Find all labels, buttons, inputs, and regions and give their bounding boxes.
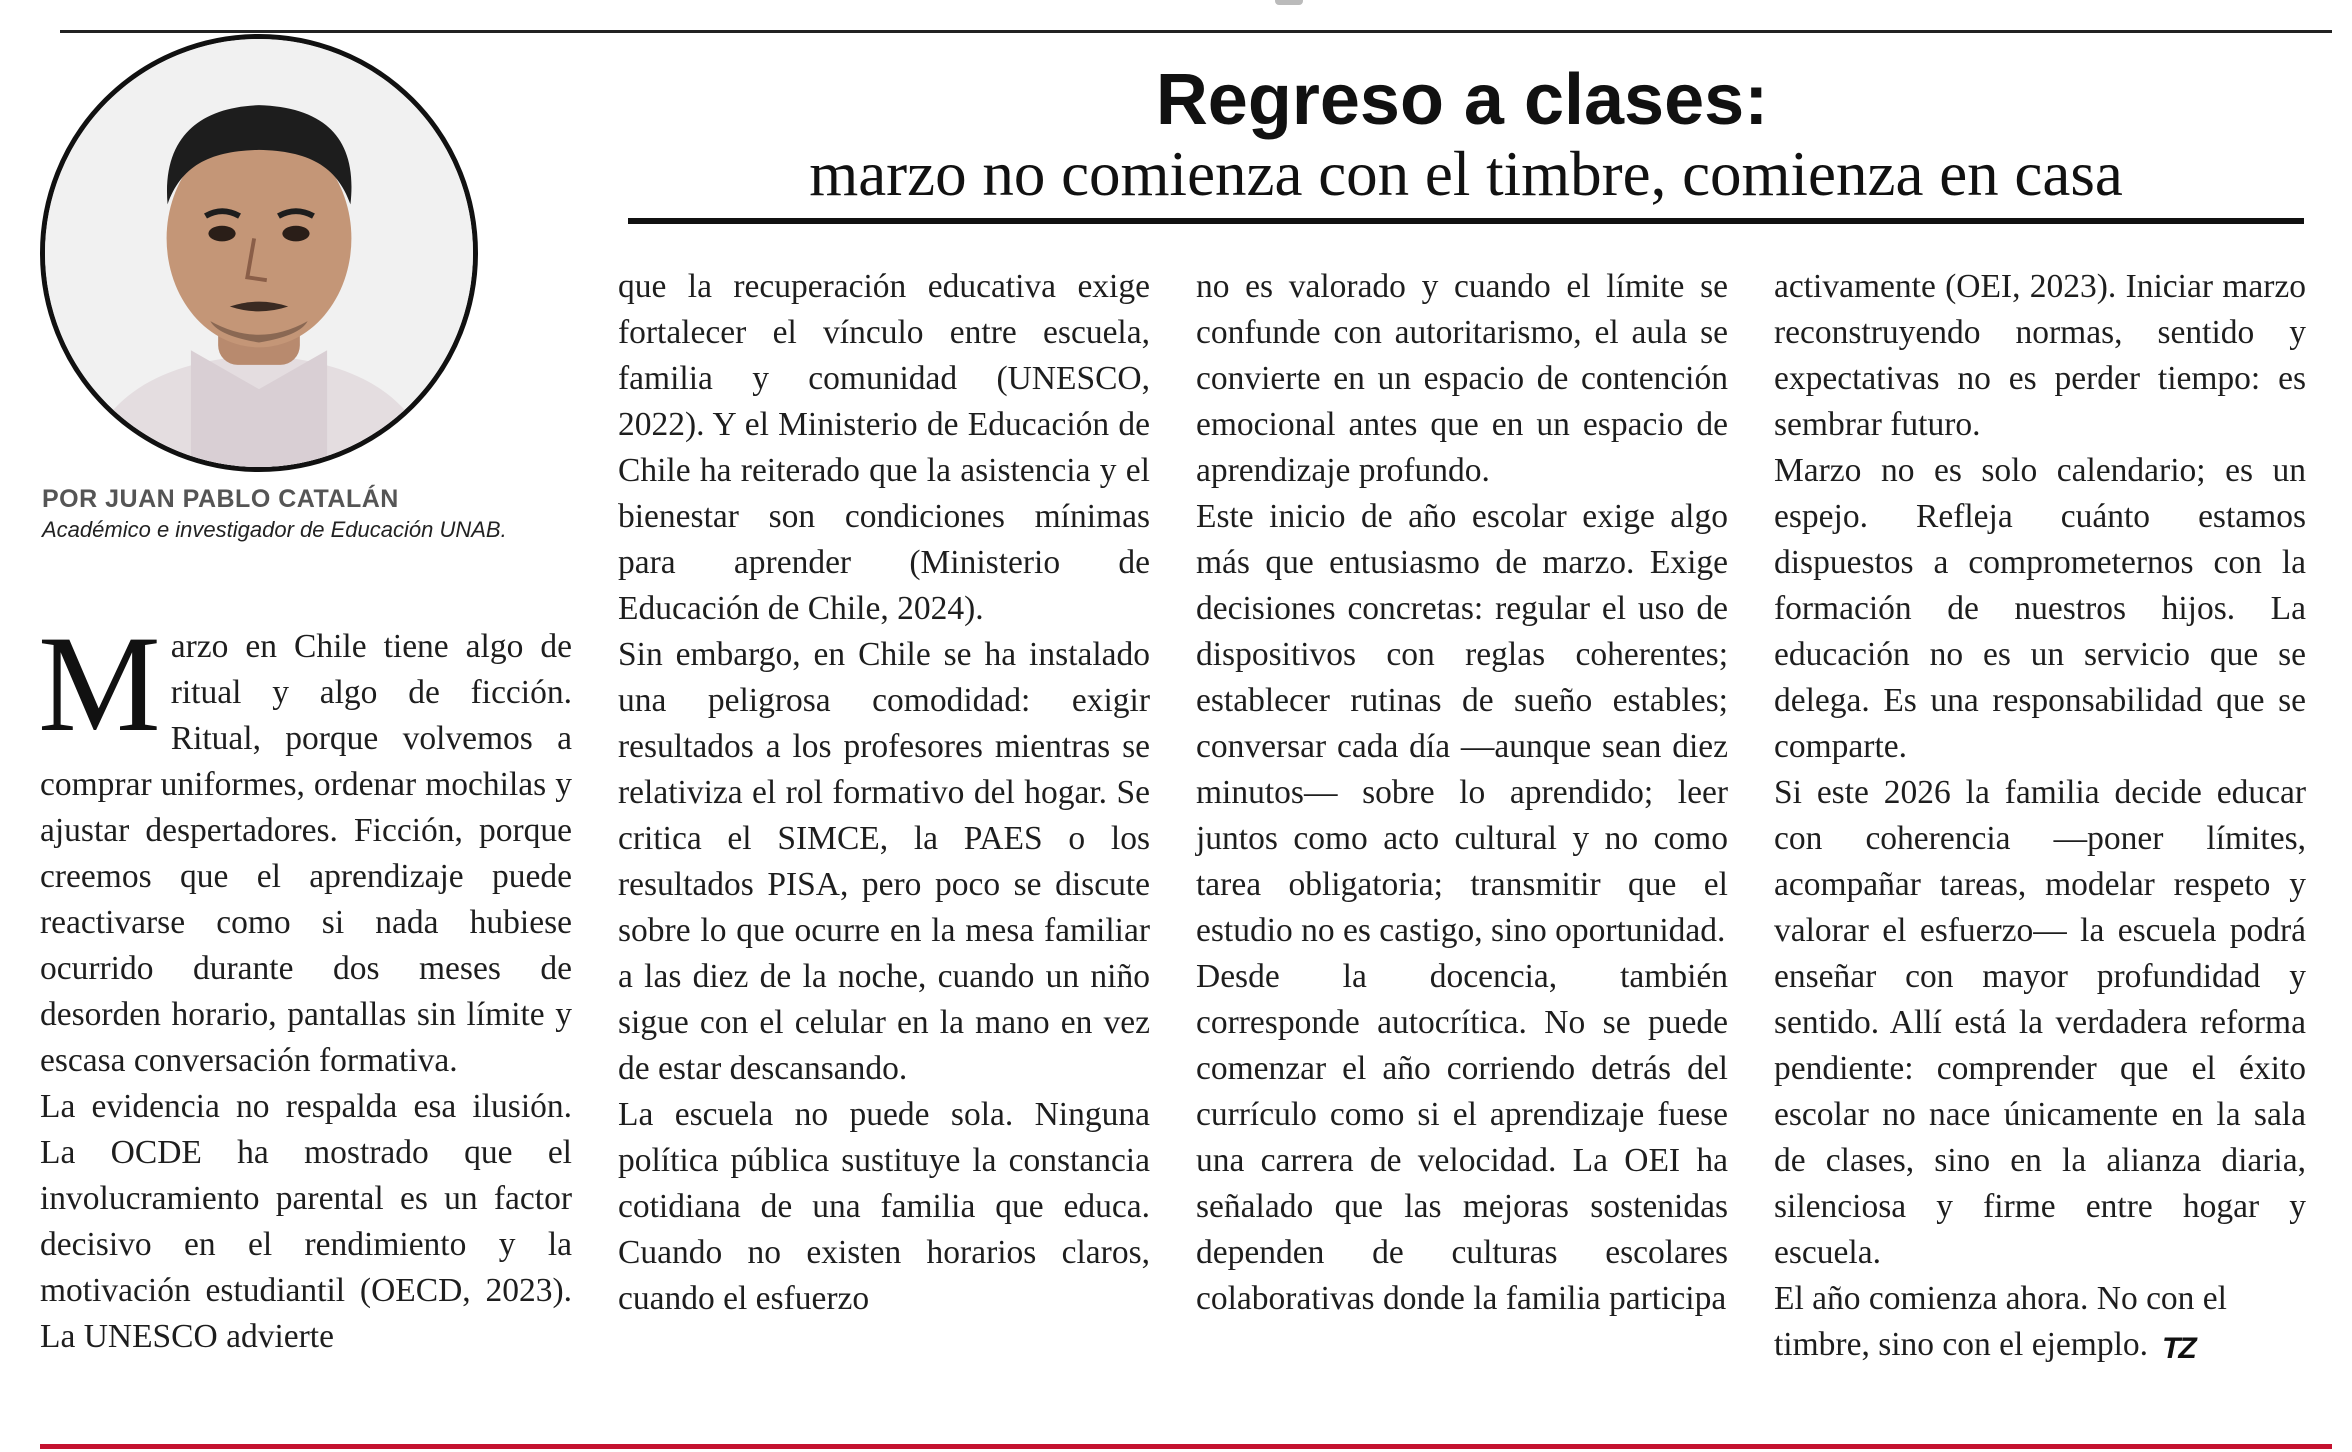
paragraph: Si este 2026 la familia decide educar con coherencia —poner límites, acompañar tareas, modelar respeto y valorar el esfuerzo— la escuela podrá enseñar con mayor profundidad y sentido. Allí está la verdadera reforma pendiente: comprender que el éxito escolar no nace únicamente en la sala de clases, sino en la alianza diaria, silenciosa y firme entre hogar y escuela.: [1774, 774, 2306, 1271]
byline: [42, 484, 582, 544]
paragraph: Desde la docencia, también corresponde autocrítica. No se puede comenzar el año corriendo detrás del currículo como si el aprendizaje fuese una carrera de velocidad. La OEI ha señalado que las mejoras sostenidas dependen de culturas escolares colaborativas donde la familia participa: [1196, 958, 1728, 1317]
author-portrait-illustration: [45, 39, 473, 467]
drop-cap: M: [38, 607, 161, 760]
paragraph: Sin embargo, en Chile se ha instalado una peligrosa comodidad: exigir resultados a los profesores mientras se relativiza el rol formativo del hogar. Se critica el SIMCE, la PAES o los resultados PISA, pero poco se discute sobre lo que ocurre en la mesa familiar a las diez de la noche, cuando un niño sigue con el celular en la mano en vez de estar descansando.: [618, 636, 1150, 1087]
paragraph: Este inicio de año escolar exige algo más que entusiasmo de marzo. Exige decisiones concretas: regular el uso de dispositivos con reglas coherentes; establecer rutinas de sueño estables; conversar cada día —aunque sean diez minutos— sobre lo aprendido; leer juntos como acto cultural y no como tarea obligatoria; transmitir que el estudio no es castigo, sino oportunidad.: [1196, 498, 1728, 949]
article-column-4: [1774, 264, 2306, 1368]
article-column-2: [618, 264, 1150, 1322]
paragraph: La evidencia no respalda esa ilusión. La OCDE ha mostrado que el involucramiento parental es un factor decisivo en el rendimiento y la motivación estudiantil (OECD, 2023). La UNESCO advierte: [40, 1088, 572, 1355]
author-name: POR JUAN PABLO CATALÁN: [42, 485, 399, 513]
paragraph: que la recuperación educativa exige fortalecer el vínculo entre escuela, familia y comunidad (UNESCO, 2022). Y el Ministerio de Educación de Chile ha reiterado que la asistencia y el bienestar son condiciones mínimas para aprender (Ministerio de Educación de Chile, 2024).: [618, 268, 1150, 627]
closing-text: El año comienza ahora. No con el timbre, sino con el ejemplo.: [1774, 1280, 2227, 1363]
paragraph: no es valorado y cuando el límite se confunde con autoritarismo, el aula se convierte en un espacio de contención emocional antes que en un espacio de aprendizaje profundo.: [1196, 268, 1728, 489]
bottom-accent-rule: [40, 1444, 2332, 1449]
publication-logo-icon: TZ: [2162, 1332, 2195, 1365]
author-role: Académico e investigador de Educación UNAB.: [42, 517, 507, 542]
page-top-mark: [1275, 0, 1303, 5]
top-rule: [60, 30, 2332, 33]
subheadline: marzo no comienza con el timbre, comienza en casa: [809, 139, 2123, 209]
paragraph: [38, 607, 572, 1084]
paragraph: La escuela no puede sola. Ninguna política pública sustituye la constancia cotidiana de una familia que educa. Cuando no existen horarios claros, cuando el esfuerzo: [618, 1096, 1150, 1317]
headline: Regreso a clases:: [1155, 60, 1769, 140]
paragraph: [1774, 1276, 2306, 1368]
paragraph-text: arzo en Chile tiene algo de ritual y algo de ficción. Ritual, porque volvemos a comprar uniformes, ordenar mochilas y ajustar despertadores. Ficción, porque creemos que el aprendizaje puede reactivarse como si nada hubiese ocurrido durante dos meses de desorden horario, pantallas sin límite y escasa conversación formativa.: [40, 628, 572, 1079]
paragraph: Marzo no es solo calendario; es un espejo. Refleja cuánto estamos dispuestos a comprometernos con la formación de nuestros hijos. La educación no es un servicio que se delega. Es una responsabilidad que se comparte.: [1774, 452, 2306, 765]
headline-rule: [628, 218, 2304, 224]
article-column-1: [38, 607, 572, 1360]
author-photo: [40, 34, 478, 472]
article-column-3: [1196, 264, 1728, 1322]
paragraph: activamente (OEI, 2023). Iniciar marzo reconstruyendo normas, sentido y expectativas no es perder tiempo: es sembrar futuro.: [1774, 268, 2306, 443]
